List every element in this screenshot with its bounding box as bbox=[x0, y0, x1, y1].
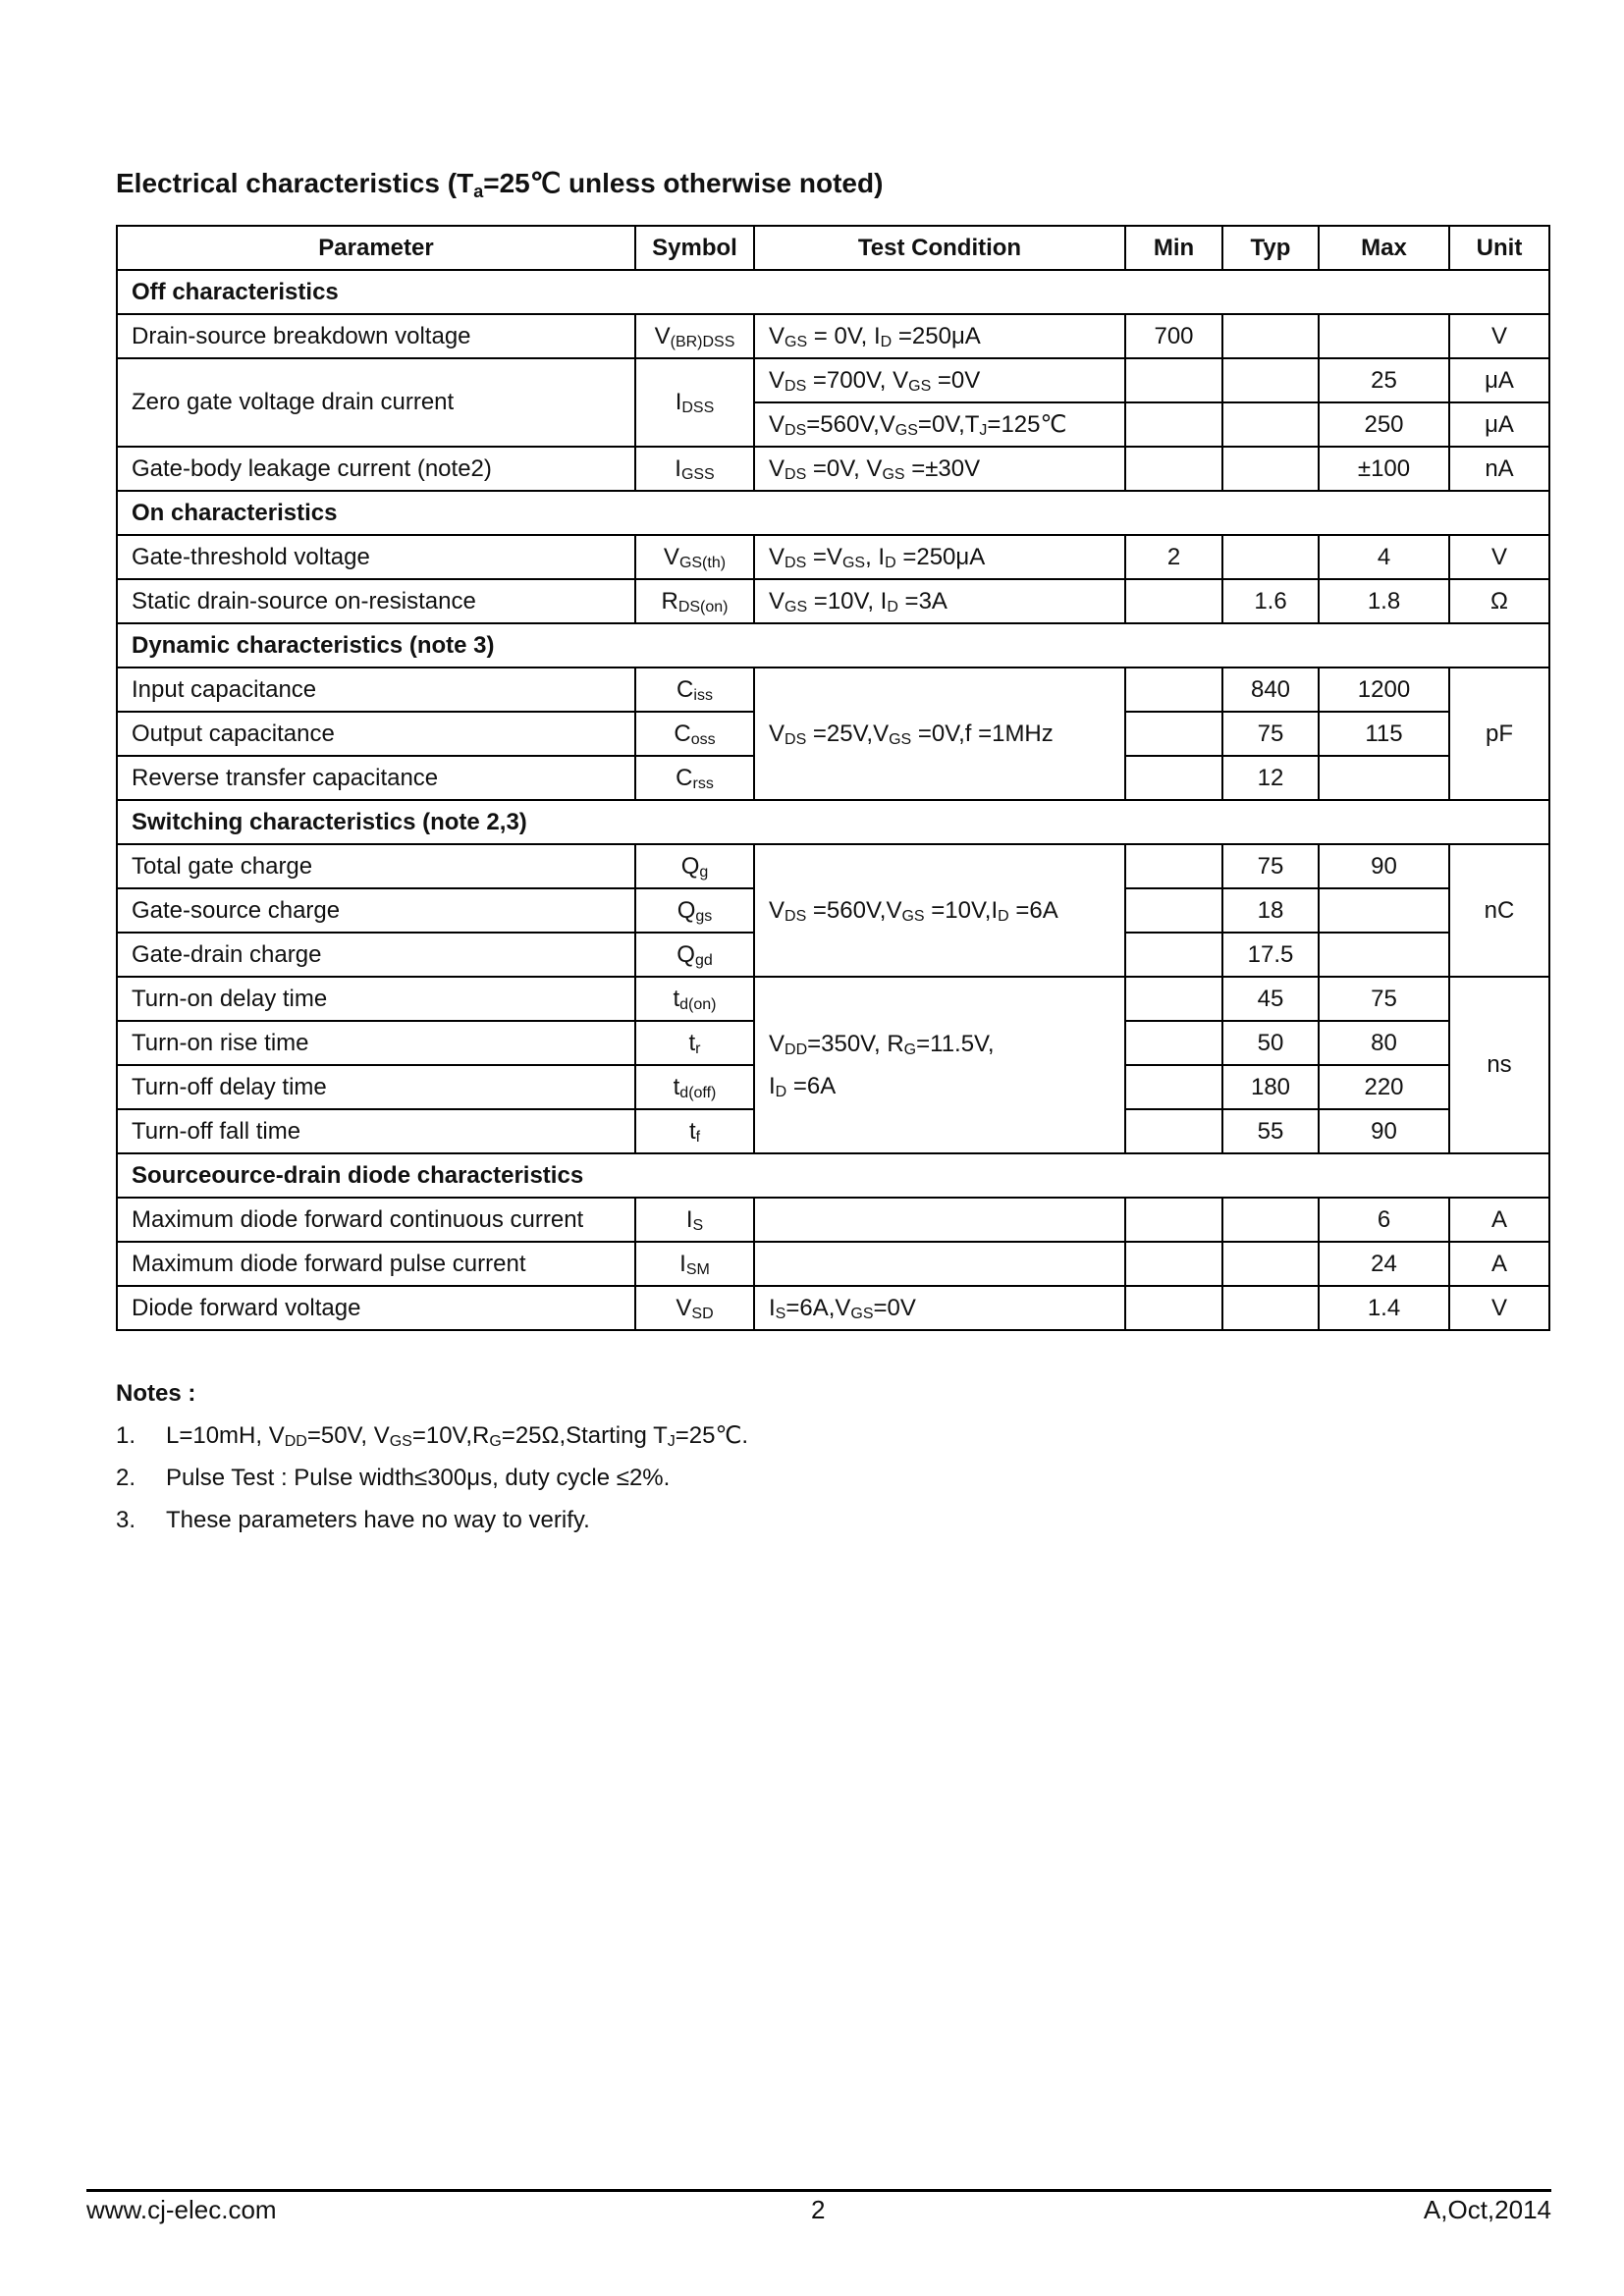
table-row bbox=[117, 579, 1549, 623]
condition-cell bbox=[754, 977, 1125, 1153]
max-cell: 80 bbox=[1319, 1021, 1449, 1065]
min-cell bbox=[1125, 358, 1222, 402]
unit-cell: ns bbox=[1449, 977, 1549, 1153]
symbol-cell: Ciss bbox=[635, 667, 754, 712]
param-cell: Gate-drain charge bbox=[117, 933, 635, 977]
table-row bbox=[117, 1286, 1549, 1330]
max-cell: 1.4 bbox=[1319, 1286, 1449, 1330]
max-cell: 25 bbox=[1319, 358, 1449, 402]
param-cell: Gate-threshold voltage bbox=[117, 535, 635, 579]
max-cell: 6 bbox=[1319, 1198, 1449, 1242]
notes-heading: Notes : bbox=[116, 1380, 196, 1407]
typ-cell: 840 bbox=[1222, 667, 1319, 712]
condition-cell: VDS =25V,VGS =0V,f =1MHz bbox=[754, 667, 1125, 800]
symbol-cell: Qgs bbox=[635, 888, 754, 933]
param-cell: Gate-source charge bbox=[117, 888, 635, 933]
footer-revision: A,Oct,2014 bbox=[1423, 2195, 1551, 2224]
title-suffix: =25℃ unless otherwise noted) bbox=[483, 168, 884, 198]
max-cell bbox=[1319, 888, 1449, 933]
param-cell: Diode forward voltage bbox=[117, 1286, 635, 1330]
typ-cell: 180 bbox=[1222, 1065, 1319, 1109]
condition-cell: VGS = 0V, ID =250μA bbox=[754, 314, 1125, 358]
condition-cell: IS=6A,VGS=0V bbox=[754, 1286, 1125, 1330]
header-max: Max bbox=[1319, 226, 1449, 270]
min-cell bbox=[1125, 977, 1222, 1021]
section-title: Off characteristics bbox=[117, 270, 1549, 314]
symbol-cell: V(BR)DSS bbox=[635, 314, 754, 358]
param-cell: Turn-off fall time bbox=[117, 1109, 635, 1153]
min-cell bbox=[1125, 667, 1222, 712]
header-min: Min bbox=[1125, 226, 1222, 270]
unit-cell: V bbox=[1449, 314, 1549, 358]
table-row bbox=[117, 667, 1549, 712]
table-row bbox=[117, 977, 1549, 1021]
electrical-characteristics-table bbox=[116, 225, 1550, 1331]
condition-cell bbox=[754, 1198, 1125, 1242]
table-row bbox=[117, 314, 1549, 358]
unit-cell: A bbox=[1449, 1198, 1549, 1242]
page-title bbox=[116, 167, 883, 199]
unit-cell: μA bbox=[1449, 402, 1549, 447]
param-cell: Input capacitance bbox=[117, 667, 635, 712]
max-cell: 1200 bbox=[1319, 667, 1449, 712]
unit-cell: A bbox=[1449, 1242, 1549, 1286]
typ-cell: 12 bbox=[1222, 756, 1319, 800]
symbol-cell: IGSS bbox=[635, 447, 754, 491]
unit-cell: V bbox=[1449, 1286, 1549, 1330]
header-symbol: Symbol bbox=[635, 226, 754, 270]
footer-page-number: 2 bbox=[811, 2195, 826, 2224]
symbol-cell: tf bbox=[635, 1109, 754, 1153]
max-cell: 24 bbox=[1319, 1242, 1449, 1286]
min-cell bbox=[1125, 1198, 1222, 1242]
param-cell: Output capacitance bbox=[117, 712, 635, 756]
min-cell bbox=[1125, 756, 1222, 800]
table-row bbox=[117, 358, 1549, 402]
typ-cell: 17.5 bbox=[1222, 933, 1319, 977]
table-row bbox=[117, 1242, 1549, 1286]
param-cell: Turn-on delay time bbox=[117, 977, 635, 1021]
param-cell: Turn-off delay time bbox=[117, 1065, 635, 1109]
title-prefix: Electrical characteristics (T bbox=[116, 168, 474, 198]
min-cell bbox=[1125, 1021, 1222, 1065]
table-row bbox=[117, 447, 1549, 491]
section-title: On characteristics bbox=[117, 491, 1549, 535]
footer-website: www.cj-elec.com bbox=[86, 2195, 277, 2224]
max-cell: 1.8 bbox=[1319, 579, 1449, 623]
condition-cell: VDS =560V,VGS =10V,ID =6A bbox=[754, 844, 1125, 977]
max-cell: ±100 bbox=[1319, 447, 1449, 491]
param-cell: Reverse transfer capacitance bbox=[117, 756, 635, 800]
note-text: L=10mH, VDD=50V, VGS=10V,RG=25Ω,Starting TJ=25℃. bbox=[166, 1422, 749, 1450]
param-cell: Drain-source breakdown voltage bbox=[117, 314, 635, 358]
table-header-row bbox=[117, 226, 1549, 270]
note-text: Pulse Test : Pulse width≤300μs, duty cycle ≤2%. bbox=[166, 1465, 671, 1491]
symbol-cell: IS bbox=[635, 1198, 754, 1242]
typ-cell bbox=[1222, 1242, 1319, 1286]
max-cell bbox=[1319, 933, 1449, 977]
note-item bbox=[116, 1499, 748, 1541]
footer-divider bbox=[86, 2189, 1551, 2192]
min-cell: 700 bbox=[1125, 314, 1222, 358]
section-row-dynamic bbox=[117, 623, 1549, 667]
max-cell: 250 bbox=[1319, 402, 1449, 447]
max-cell bbox=[1319, 756, 1449, 800]
section-row-off bbox=[117, 270, 1549, 314]
note-number: 3. bbox=[116, 1507, 136, 1533]
note-text: These parameters have no way to verify. bbox=[166, 1507, 590, 1533]
unit-cell: nA bbox=[1449, 447, 1549, 491]
unit-cell: nC bbox=[1449, 844, 1549, 977]
param-cell: Maximum diode forward pulse current bbox=[117, 1242, 635, 1286]
header-typ: Typ bbox=[1222, 226, 1319, 270]
symbol-cell: tr bbox=[635, 1021, 754, 1065]
symbol-cell: Coss bbox=[635, 712, 754, 756]
min-cell bbox=[1125, 712, 1222, 756]
typ-cell: 75 bbox=[1222, 712, 1319, 756]
param-cell: Zero gate voltage drain current bbox=[117, 358, 635, 447]
table-row bbox=[117, 1198, 1549, 1242]
symbol-cell: Crss bbox=[635, 756, 754, 800]
typ-cell: 1.6 bbox=[1222, 579, 1319, 623]
section-row-switching bbox=[117, 800, 1549, 844]
note-number: 2. bbox=[116, 1465, 136, 1491]
condition-cell: VDS =VGS, ID =250μA bbox=[754, 535, 1125, 579]
note-item bbox=[116, 1415, 748, 1457]
max-cell: 90 bbox=[1319, 1109, 1449, 1153]
section-row-diode bbox=[117, 1153, 1549, 1198]
note-number: 1. bbox=[116, 1422, 136, 1449]
min-cell bbox=[1125, 844, 1222, 888]
header-test-condition: Test Condition bbox=[754, 226, 1125, 270]
typ-cell bbox=[1222, 535, 1319, 579]
section-title: Dynamic characteristics (note 3) bbox=[117, 623, 1549, 667]
unit-cell: Ω bbox=[1449, 579, 1549, 623]
section-title: Switching characteristics (note 2,3) bbox=[117, 800, 1549, 844]
symbol-cell: VGS(th) bbox=[635, 535, 754, 579]
max-cell bbox=[1319, 314, 1449, 358]
section-row-on bbox=[117, 491, 1549, 535]
condition-line: VDD=350V, RG=11.5V, bbox=[769, 1031, 995, 1058]
symbol-cell: IDSS bbox=[635, 358, 754, 447]
param-cell: Gate-body leakage current (note2) bbox=[117, 447, 635, 491]
typ-cell: 50 bbox=[1222, 1021, 1319, 1065]
min-cell bbox=[1125, 1065, 1222, 1109]
param-cell: Total gate charge bbox=[117, 844, 635, 888]
unit-cell: μA bbox=[1449, 358, 1549, 402]
condition-cell: VGS =10V, ID =3A bbox=[754, 579, 1125, 623]
notes-section bbox=[116, 1372, 748, 1541]
min-cell bbox=[1125, 933, 1222, 977]
min-cell bbox=[1125, 447, 1222, 491]
unit-cell: pF bbox=[1449, 667, 1549, 800]
min-cell bbox=[1125, 1109, 1222, 1153]
symbol-cell: ISM bbox=[635, 1242, 754, 1286]
typ-cell: 45 bbox=[1222, 977, 1319, 1021]
typ-cell bbox=[1222, 1286, 1319, 1330]
symbol-cell: Qgd bbox=[635, 933, 754, 977]
symbol-cell: VSD bbox=[635, 1286, 754, 1330]
note-item bbox=[116, 1457, 748, 1499]
condition-cell: VDS =700V, VGS =0V bbox=[754, 358, 1125, 402]
param-cell: Maximum diode forward continuous current bbox=[117, 1198, 635, 1242]
param-cell: Static drain-source on-resistance bbox=[117, 579, 635, 623]
typ-cell bbox=[1222, 447, 1319, 491]
typ-cell bbox=[1222, 358, 1319, 402]
min-cell bbox=[1125, 888, 1222, 933]
typ-cell bbox=[1222, 314, 1319, 358]
max-cell: 90 bbox=[1319, 844, 1449, 888]
condition-cell: VDS=560V,VGS=0V,TJ=125℃ bbox=[754, 402, 1125, 447]
typ-cell: 18 bbox=[1222, 888, 1319, 933]
min-cell bbox=[1125, 1286, 1222, 1330]
section-title: Sourceource-drain diode characteristics bbox=[117, 1153, 1549, 1198]
max-cell: 75 bbox=[1319, 977, 1449, 1021]
typ-cell: 75 bbox=[1222, 844, 1319, 888]
min-cell bbox=[1125, 1242, 1222, 1286]
min-cell bbox=[1125, 579, 1222, 623]
min-cell bbox=[1125, 402, 1222, 447]
table-row bbox=[117, 535, 1549, 579]
condition-cell: VDS =0V, VGS =±30V bbox=[754, 447, 1125, 491]
title-subscript: a bbox=[473, 182, 484, 201]
unit-cell: V bbox=[1449, 535, 1549, 579]
header-parameter: Parameter bbox=[117, 226, 635, 270]
condition-cell bbox=[754, 1242, 1125, 1286]
table-row bbox=[117, 844, 1549, 888]
typ-cell: 55 bbox=[1222, 1109, 1319, 1153]
header-unit: Unit bbox=[1449, 226, 1549, 270]
min-cell: 2 bbox=[1125, 535, 1222, 579]
max-cell: 115 bbox=[1319, 712, 1449, 756]
typ-cell bbox=[1222, 402, 1319, 447]
symbol-cell: td(on) bbox=[635, 977, 754, 1021]
symbol-cell: td(off) bbox=[635, 1065, 754, 1109]
symbol-cell: RDS(on) bbox=[635, 579, 754, 623]
condition-line: ID =6A bbox=[769, 1073, 837, 1100]
param-cell: Turn-on rise time bbox=[117, 1021, 635, 1065]
symbol-cell: Qg bbox=[635, 844, 754, 888]
typ-cell bbox=[1222, 1198, 1319, 1242]
max-cell: 4 bbox=[1319, 535, 1449, 579]
max-cell: 220 bbox=[1319, 1065, 1449, 1109]
